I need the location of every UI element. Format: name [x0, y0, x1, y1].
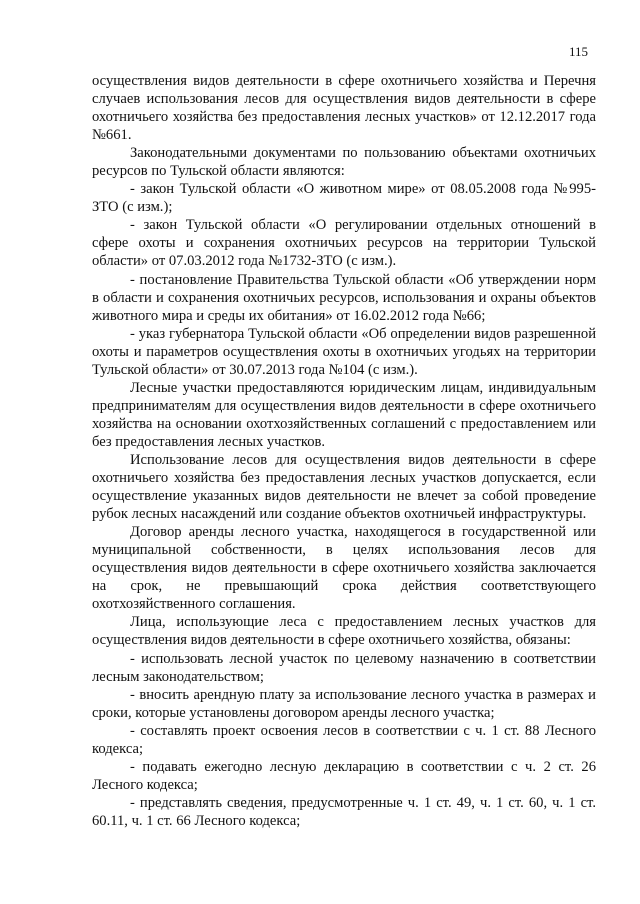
- list-item-government-resolution: - постановление Правительства Тульской области «Об утверждении норм в области и сохранения охотничьих ресурсов, использования и охраны объектов животного мира и среды их обитания» от 16.02.2012 года №66;: [92, 271, 596, 324]
- paragraph-legislation-intro: Законодательными документами по пользованию объектами охотничьих ресурсов по Тульской области являются:: [92, 145, 596, 180]
- paragraph-forest-use: Использование лесов для осуществления видов деятельности в сфере охотничьего хозяйства без предоставления лесных участков допускается, если осуществление указанных видов деятельности не влечет за собой проведение рубок лесных насаждений или создание объектов охотничьей инфраструктуры.: [92, 451, 596, 523]
- list-item-obligation-reporting: - представлять сведения, предусмотренные ч. 1 ст. 49, ч. 1 ст. 60, ч. 1 ст. 60.11, ч. 1 ст. 66 Лесного кодекса;: [92, 794, 596, 829]
- list-item-obligation-declaration: - подавать ежегодно лесную декларацию в соответствии с ч. 2 ст. 26 Лесного кодекса;: [92, 758, 596, 793]
- list-item-law-animal-world: - закон Тульской области «О животном мире» от 08.05.2008 года №995-ЗТО (с изм.);: [92, 181, 596, 216]
- list-item-obligation-purpose: - использовать лесной участок по целевому назначению в соответствии лесным законодательством;: [92, 650, 596, 685]
- list-item-obligation-rent: - вносить арендную плату за использование лесного участка в размерах и сроки, которые установлены договором аренды лесного участка;: [92, 686, 596, 721]
- document-body: [92, 72, 596, 830]
- page-number: 115: [568, 44, 588, 59]
- list-item-law-hunting-regulation: - закон Тульской области «О регулировании отдельных отношений в сфере охоты и сохранения охотничьих ресурсов на территории Тульской области» от 07.03.2012 года №1732-ЗТО (с изм.).: [92, 217, 596, 270]
- list-item-governor-decree: - указ губернатора Тульской области «Об определении видов разрешенной охоты и параметров осуществления охоты в охотничьих угодьях на территории Тульской области» от 30.07.2013 года №104 (с изм.).: [92, 325, 596, 378]
- paragraph-continuation: осуществления видов деятельности в сфере охотничьего хозяйства и Перечня случаев использования лесов для осуществления видов деятельности в сфере охотничьего хозяйства без предоставления лесных участков» от 12.12.2017 года №661.: [92, 73, 596, 144]
- list-item-obligation-project: - составлять проект освоения лесов в соответствии с ч. 1 ст. 88 Лесного кодекса;: [92, 722, 596, 757]
- paragraph-lease-agreement: Договор аренды лесного участка, находящегося в государственной или муниципальной собственности, в целях использования лесов для осуществления видов деятельности в сфере охотничьего хозяйства заключается на срок, не превышающий срока действия соответствующего охотхозяйственного соглашения.: [92, 524, 596, 613]
- paragraph-obligations-intro: Лица, использующие леса с предоставлением лесных участков для осуществления видов деятельности в сфере охотничьего хозяйства, обязаны:: [92, 614, 596, 649]
- paragraph-forest-plots: Лесные участки предоставляются юридическим лицам, индивидуальным предпринимателям для осуществления видов деятельности в сфере охотничьего хозяйства на основании охотхозяйственных соглашений с предоставлением или без предоставления лесных участков.: [92, 379, 596, 450]
